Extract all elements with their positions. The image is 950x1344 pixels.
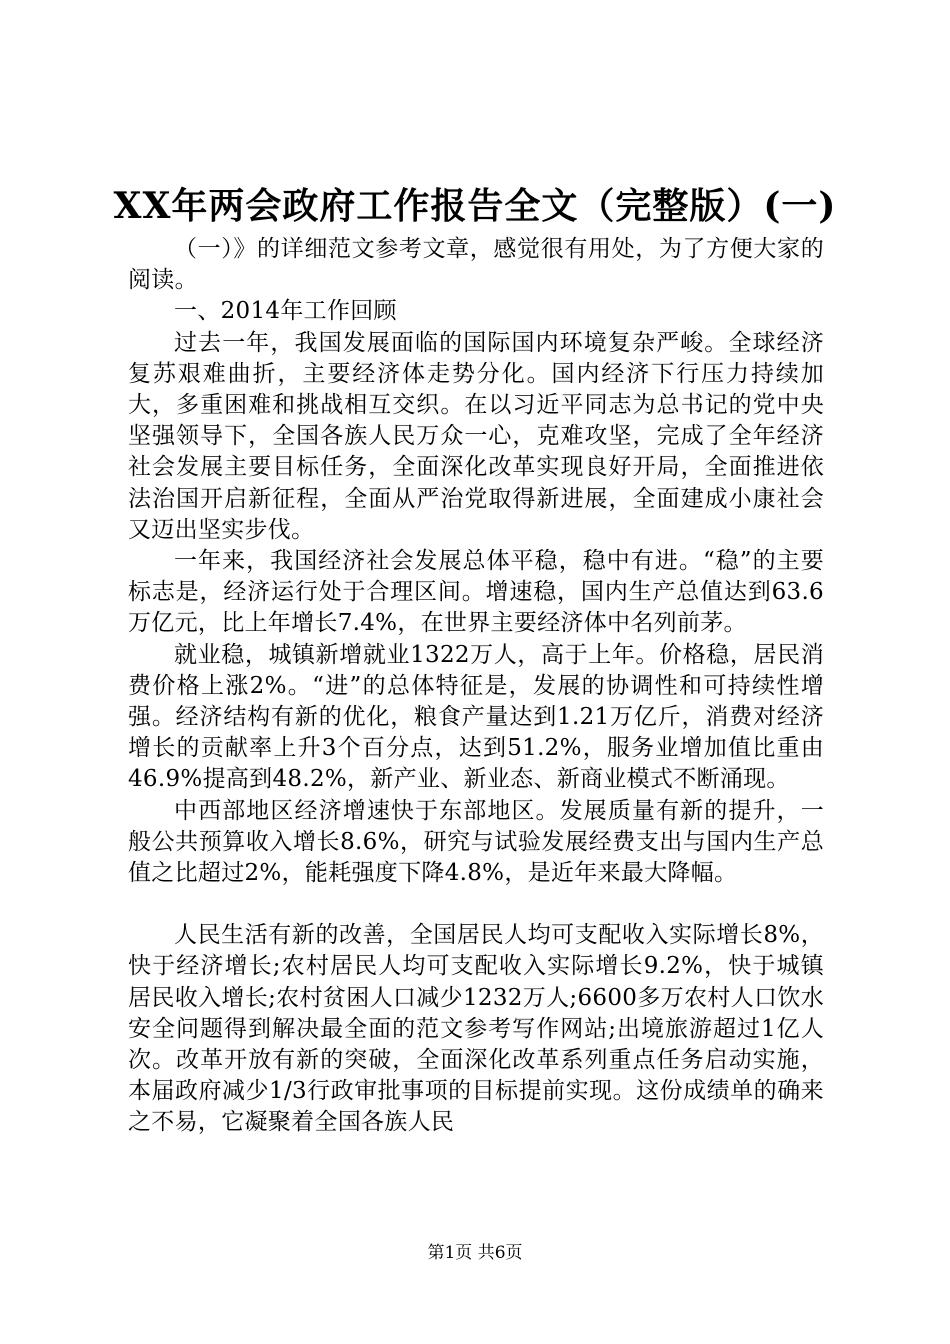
paragraph-employment: 就业稳，城镇新增就业1322万人，高于上年。价格稳，居民消费价格上涨2%。“进”的总体特征是，发展的协调性和可持续性增强。经济结构有新的优化，粮食产量达到1.21万亿斤，消费对经济增长的贡献率上升3个百分点，达到51.2%，服务业增加值比重由46.9%提高到48.2%，新产业、新业态、新商业模式不断涌现。 [128, 641, 824, 793]
paragraph-stability: 一年来，我国经济社会发展总体平稳，稳中有进。“稳”的主要标志是，经济运行处于合理区间。增速稳，国内生产总值达到63.6万亿元，比上年增长7.4%，在世界主要经济体中名列前茅。 [128, 548, 824, 637]
section-heading: 一、2014年工作回顾 [174, 298, 397, 325]
page-number: 第1页 共6页 [427, 1243, 523, 1263]
paragraph-livelihood: 人民生活有新的改善，全国居民人均可支配收入实际增长8%，快于经济增长;农村居民人均可支配收入实际增长9.2%，快于城镇居民收入增长;农村贫困人口减少1232万人;6600多万农村人口饮水安全问题得到解决最全面的范文参考写作网站;出境旅游超过1亿人次。改革开放有新的突破，全面深化改革系列重点任务启动实施，本届政府减少1/3行政审批事项的目标提前实现。这份成绩单的确来之不易，它凝聚着全国各族人民 [128, 922, 824, 1136]
paragraph-review: 过去一年，我国发展面临的国际国内环境复杂严峻。全球经济复苏艰难曲折，主要经济体走势分化。国内经济下行压力持续加大，多重困难和挑战相互交织。在以习近平同志为总书记的党中央坚强领导下，全国各族人民万众一心，克难攻坚，完成了全年经济社会发展主要目标任务，全面深化改革实现良好开局，全面推进依法治国开启新征程，全面从严治党取得新进展，全面建成小康社会又迈出坚实步伐。 [128, 329, 824, 543]
paragraph-regional: 中西部地区经济增速快于东部地区。发展质量有新的提升，一般公共预算收入增长8.6%，研究与试验发展经费支出与国内生产总值之比超过2%，能耗强度下降4.8%，是近年来最大降幅。 [128, 797, 824, 887]
paragraph-intro: （一）》的详细范文参考文章，感觉很有用处，为了方便大家的阅读。 [128, 236, 824, 294]
document-body [128, 234, 824, 1139]
document-title: XX年两会政府工作报告全文（完整版）(一) [113, 185, 837, 227]
